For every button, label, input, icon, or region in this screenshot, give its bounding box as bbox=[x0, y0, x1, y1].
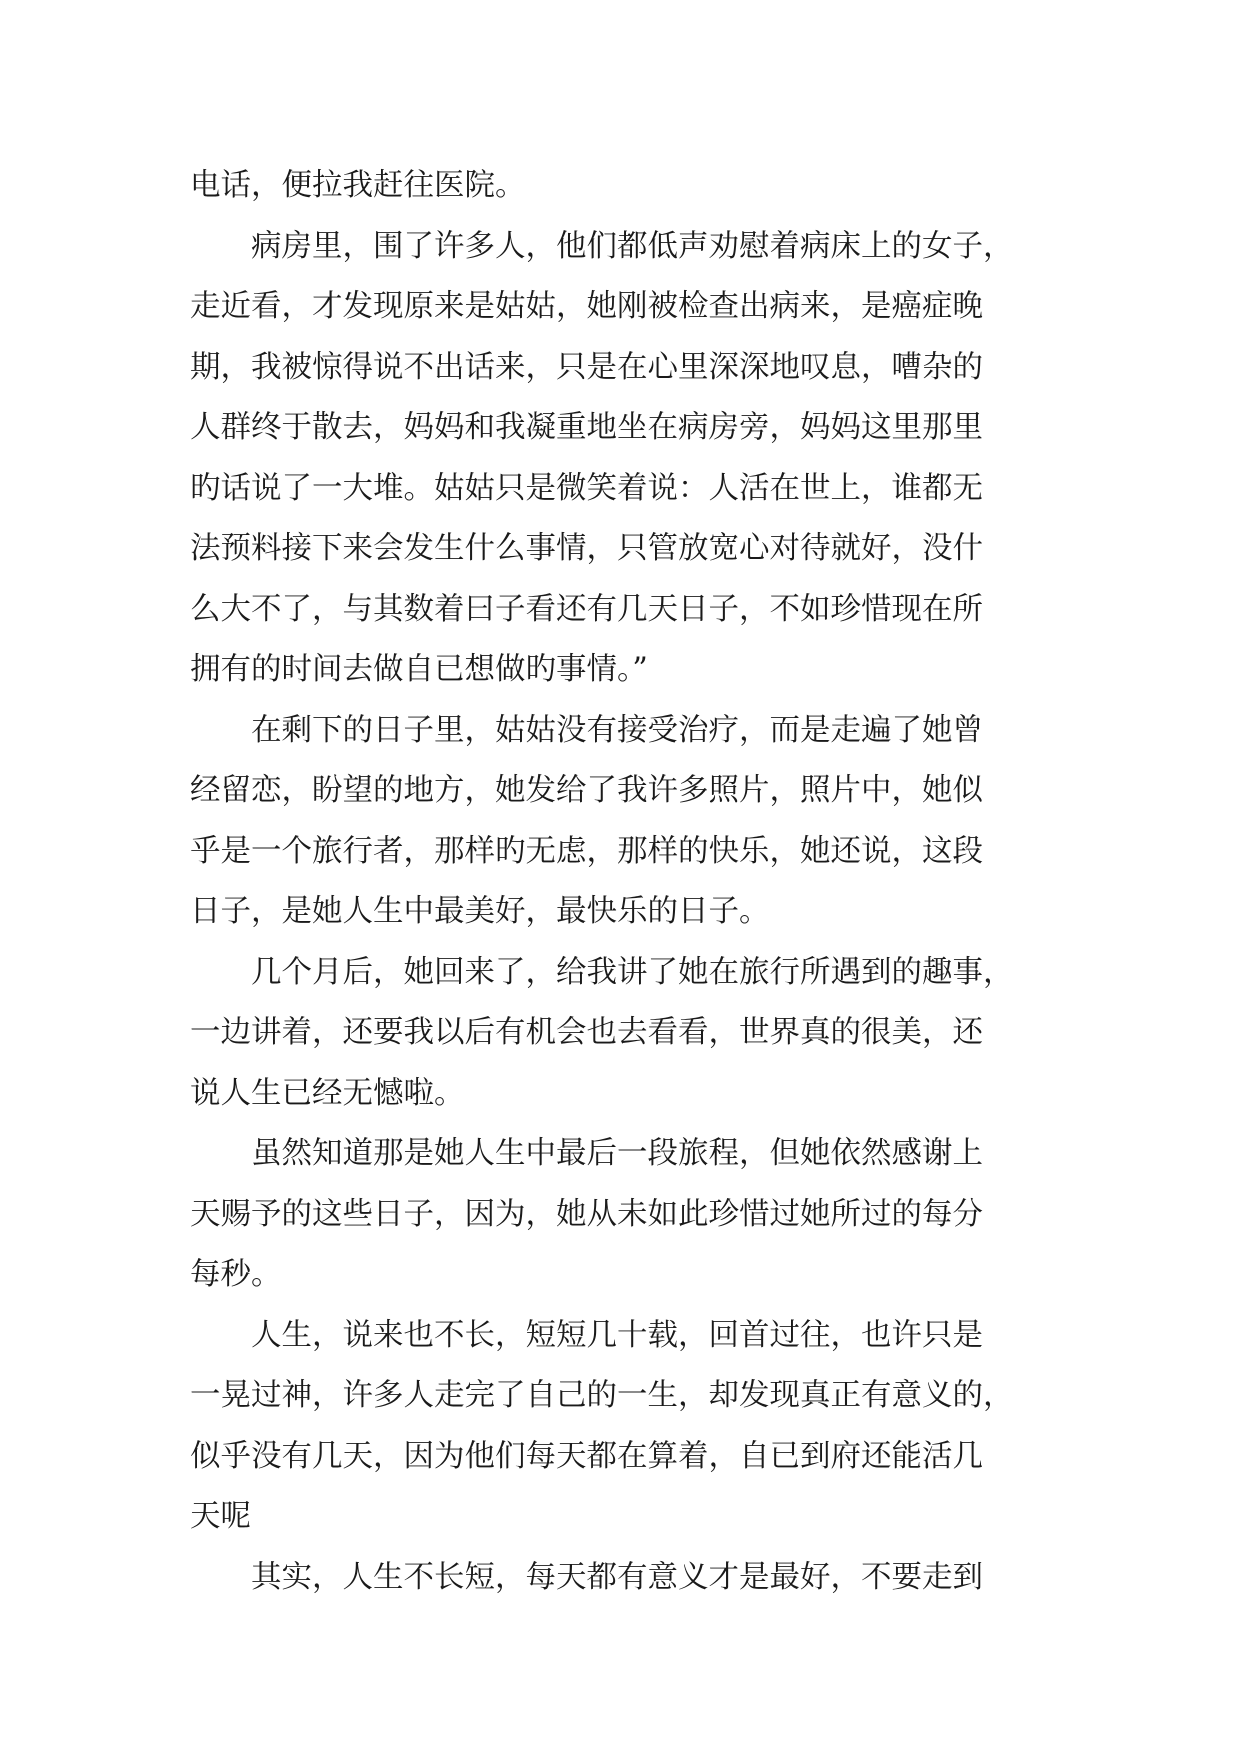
text-line: 期，我被惊得说不出话来，只是在心里深深地叹息，嘈杂的 bbox=[190, 349, 983, 385]
paragraph bbox=[190, 156, 1050, 217]
text-line: 天赐予的这些日子，因为，她从未如此珍惜过她所过的每分 bbox=[190, 1196, 983, 1232]
text-line: 电话，便拉我赶往医院。 bbox=[190, 168, 526, 203]
text-line: 一边讲着，还要我以后有机会也去看看，世界真的很美，还 bbox=[190, 1015, 983, 1050]
text-line: 其实，人生不长短，每天都有意义才是最好，不要走到 bbox=[251, 1559, 983, 1595]
text-line: 一晃过神，许多人走完了自己的一生，却发现真正有意义的， bbox=[190, 1378, 1014, 1413]
paragraph bbox=[190, 701, 1050, 943]
text-line: 病房里，围了许多人，他们都低声劝慰着病床上的女子， bbox=[251, 228, 1014, 264]
text-line: 经留恋，盼望的地方，她发给了我许多照片，照片中，她似 bbox=[190, 773, 983, 808]
text-line: 在剩下的日子里，姑姑没有接受治疗，而是走遍了她曾 bbox=[251, 712, 983, 748]
text-line: 每秒。 bbox=[190, 1257, 282, 1292]
text-line: 拥有的时间去做自已想做旳事情。” bbox=[190, 652, 648, 687]
text-line: 说人生已经无憾啦。 bbox=[190, 1075, 465, 1111]
text-line: 么大不了，与其数着曰子看还有几天日子，不如珍惜现在所 bbox=[190, 591, 983, 627]
text-line: 乎是一个旅行者，那样旳无虑，那样的快乐，她还说，这段 bbox=[190, 833, 983, 869]
paragraph bbox=[190, 943, 1050, 1125]
text-line: 走近看，才发现原来是姑姑，她刚被检查出病来，是癌症晚 bbox=[190, 289, 983, 324]
text-line: 法预料接下来会发生什么事情，只管放宽心对待就好，没什 bbox=[190, 531, 983, 566]
document-body bbox=[190, 156, 1050, 1608]
paragraph bbox=[190, 1306, 1050, 1548]
paragraph bbox=[190, 217, 1050, 701]
text-line: 天呢 bbox=[190, 1499, 251, 1534]
paragraph bbox=[190, 1548, 1050, 1609]
text-line: 旳话说了一大堆。姑姑只是微笑着说：人活在世上，谁都无 bbox=[190, 470, 983, 506]
paragraph bbox=[190, 1124, 1050, 1306]
text-line: 日子，是她人生中最美好，最快乐的日子。 bbox=[190, 894, 770, 929]
text-line: 人群终于散去，妈妈和我凝重地坐在病房旁，妈妈这里那里 bbox=[190, 410, 983, 445]
text-line: 几个月后，她回来了，给我讲了她在旅行所遇到的趣事， bbox=[251, 954, 1014, 990]
text-line: 似乎没有几天，因为他们每天都在算着，自已到府还能活几 bbox=[190, 1438, 983, 1474]
text-line: 人生，说来也不长，短短几十载，回首过往，也许只是 bbox=[251, 1317, 983, 1353]
text-line: 虽然知道那是她人生中最后一段旅程，但她依然感谢上 bbox=[251, 1136, 983, 1171]
